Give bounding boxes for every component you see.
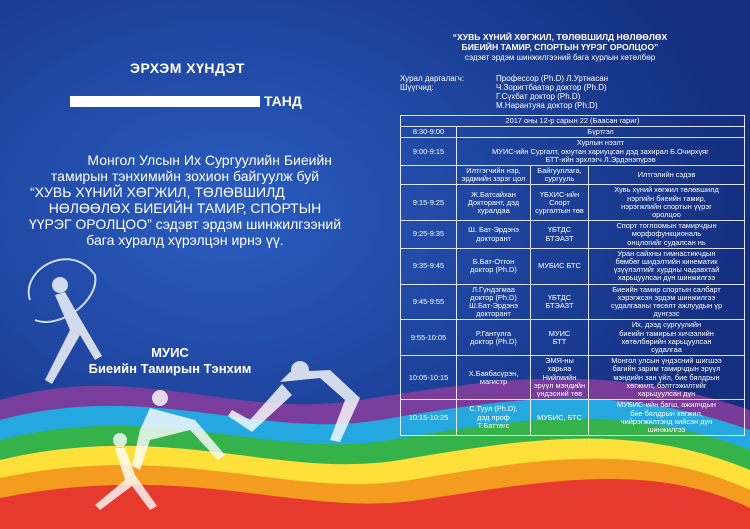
invite-line: тамирын тэнхимийн зохион байгуулж буй [50,168,320,184]
schedule-organization: Байгууллага, сургууль [531,166,589,185]
program-subtitle: сэдэвт эрдэм шинжилгээний бага хурлын хөтөлбөр [464,53,656,62]
schedule-topic: МУБИС-ийн багш, ажилчдын бие бялдрын хөгжил, чийрэгжилтэнд хийсэн дүн шинжилгээ [589,400,745,436]
schedule-time: 9:45-9:55 [401,284,457,320]
schedule-topic: Илтгэлийн сэдэв [589,166,745,185]
schedule-organization: ҮБТДС БТЭАЗТ [531,221,589,249]
invite-line: “ХУВЬ ХҮНИЙ ХӨГЖИЛ, ТӨЛӨВШИЛД [30,184,285,200]
organizer [70,345,270,377]
tand-label: ТАНД [264,93,302,109]
judge-name: М.Нарантуяа доктор (Ph.D) [496,101,598,110]
schedule-time: 10:15-10:25 [401,400,457,436]
judge-name: Г.Сүхбат доктор (Ph.D) [496,92,581,101]
invitation-text [20,152,350,248]
schedule-organization: ҮБТДС БТЭАЗТ [531,284,589,320]
org-department: Биеийн Тамирын Тэнхим [88,361,252,376]
schedule-topic: Уран сайхны гимнастикчдын бөмбөг шидэлтийн кинематик үзүүлэлтийг хурдны чадавхтай харьцуулсан дүн шинжилгээ [589,248,745,284]
schedule-topic: Их, дээд сургуулийн биеийн тамирын хичээлийн хөтөлбөрийн харьцуулсан судалгаа [589,320,745,356]
program-title [410,32,710,52]
schedule-time [401,166,457,185]
invite-line: Монгол Улсын Их Сургуулийн Биеийн [87,152,332,168]
schedule-presenter: Р.Гантулга доктор (Ph.D) [457,320,531,356]
schedule-presenter: Илтгэгчийн нэр, эрдмийн зэрэг цол [457,166,531,185]
schedule-time: 9:15-9:25 [401,185,457,221]
schedule-topic: Хувь хүний хөгжил төлөвшилд нэргийн биеийн тамир, нэрэгжлийн спортын үүрэг оролцоо [589,185,745,221]
schedule-row [401,127,745,138]
schedule-item: Бүртгэл [457,127,745,138]
schedule-row [401,138,745,166]
judge-name: Ч.Зоригтбаатар доктор (Ph.D) [496,83,607,92]
schedule-row [401,356,745,400]
schedule-row [401,166,745,185]
schedule-date: 2017 оны 12-р сарын 22 (Баасан гариг) [401,116,745,127]
invite-line: бага хуралд хүрэлцэн ирнэ үү. [86,232,284,248]
greeting-heading: ЭРХЭМ ХҮНДЭТ [130,60,245,76]
schedule-presenter: Ш. Бат-Эрдэнэ докторант [457,221,531,249]
schedule-topic: Спорт тоглоомын тамирчдын морфофункциональ онцлогийг судалсан нь [589,221,745,249]
chair-info [400,74,745,110]
program-title-line: “ХУВЬ ХҮНИЙ ХӨГЖИЛ, ТӨЛӨВШИЛД НӨЛӨӨЛӨХ [452,32,668,42]
schedule-time: 9:55-10:05 [401,320,457,356]
chair-label: Хурал даргалагч: [400,74,465,83]
schedule-organization: МУИС БТТ [531,320,589,356]
schedule-organization: МУБИС, БТС [531,400,589,436]
judges-label: Шүүгчид: [400,83,434,92]
invite-line: ҮҮРЭГ ОРОЛЦОО” сэдэвт эрдэм шинжилгээний [28,216,342,232]
chair-value: Профессор (Ph.D) Л.Уртнасан [496,74,609,83]
schedule-time: 9:00-9:15 [401,138,457,166]
schedule-presenter: Х.Баябасүрэн, магистр [457,356,531,400]
invite-line: НӨЛӨӨЛӨХ БИЕИЙН ТАМИР, СПОРТЫН [48,200,322,216]
schedule-presenter: Б.Бат-Отгон доктор (Ph.D) [457,248,531,284]
schedule-organization: МУБИС БТС [531,248,589,284]
schedule-organization: ҮБХИС-ийн Спорт сургалтын төв [531,185,589,221]
schedule-row [401,284,745,320]
program-title-line: БИЕИЙН ТАМИР, СПОРТЫН ҮҮРЭГ ОРОЛЦОО” [461,42,659,52]
schedule-item: Хурлын нээлт МУИС-ийн Сургалт, оюутан хариуцсан дэд захирал Б.Очирхүяг БТТ-ийн эрхлэгч Л.Эрдэнэпүрэв [457,138,745,166]
schedule-row [401,320,745,356]
schedule-row [401,185,745,221]
schedule-time: 8:30-9:00 [401,127,457,138]
schedule-row [401,400,745,436]
schedule-organization: ЭМЯ-ны харьяа Нийгмийн эрүүл мэндийн үндэсний төв [531,356,589,400]
schedule-presenter: Л.Гүндэгмаа доктор (Ph.D) Ш.Бат-Эрдэнэ докторант [457,284,531,320]
schedule-presenter: Ж.Батсайхан Докторант, дэд хуралдаа [457,185,531,221]
schedule-time: 9:35-9:45 [401,248,457,284]
schedule-row [401,248,745,284]
org-name: МУИС [151,345,189,360]
schedule-time: 9:25-9:35 [401,221,457,249]
schedule-table [400,115,745,436]
schedule-time: 10:05-10:15 [401,356,457,400]
recipient-name-blank [70,96,260,107]
schedule-topic: Биеийн тамир спортын салбарт хэрэгжсэн эрдэм шинжилгээ судалгааны төсөлт ажлуудын үр дүнгээс [589,284,745,320]
schedule-topic: Монгол улсын үндэсний шигшээ багийн зарим тамирчдын эрүүл мэндийн зан үйл, бие бялдрын хөгжилт, бэлтгэжилтийг харьцуулсан дүн [589,356,745,400]
schedule-row [401,221,745,249]
schedule-presenter: С.Туул (Ph.D), дэд проф Т.Баттөгс [457,400,531,436]
